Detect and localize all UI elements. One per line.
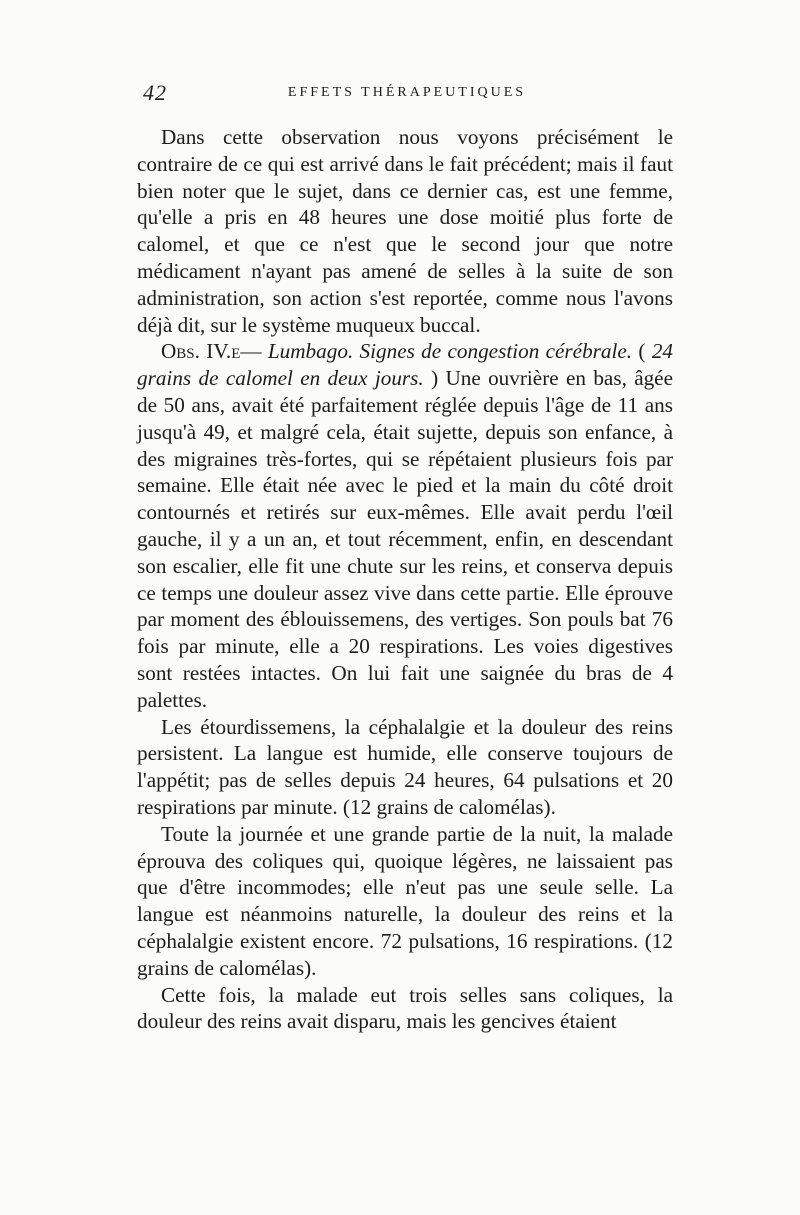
page-header: [143, 80, 671, 110]
paragraph-5: Cette fois, la malade eut trois selles sans coliques, la douleur des reins avait disparu, mais les gencives étaient: [137, 982, 673, 1034]
observation-dose-open: (: [632, 339, 652, 364]
paragraph-4: Toute la journée et une grande partie de la nuit, la malade éprouva des coliques qui, quoique légères, ne laissaient pas que d'être incommodes; elle n'eut pas une seule selle. La langue est néanmoins naturelle, la douleur des reins et la céphalalgie existent encore. 72 pulsations, 16 respirations. (12 grains de calomélas).: [137, 821, 673, 980]
paragraph-3: Les étourdissemens, la céphalalgie et la douleur des reins persistent. La langue est humide, elle conserve toujours de l'appétit; pas de selles depuis 24 heures, 64 pulsations et 20 respirations par minute. (12 grains de calomélas).: [137, 714, 673, 819]
body-text: [137, 124, 673, 1035]
observation-text: Une ouvrière en bas, âgée de 50 ans, avait été parfaitement réglée depuis l'âge de 11 ans jusqu'à 49, et malgré cela, était sujette, depuis son enfance, à des migraines très-fortes, qui se répétaient plusieurs fois par semaine. Elle était née avec le pied et la main du côté droit contournés et retirés sur eux-mêmes. Elle avait perdu l'œil gauche, il y a un an, et tout récemment, enfin, en descendant son escalier, elle fit une chute sur les reins, et conserva depuis ce temps une douleur assez vive dans cette partie. Elle éprouve par moment des éblouissemens, des vertiges. Son pouls bat 76 fois par minute, elle a 20 respirations. Les voies digestives sont restées intactes. On lui fait une saignée du bras de 4 palettes.: [137, 366, 673, 712]
page-number: 42: [143, 80, 167, 105]
running-head: EFFETS THÉRAPEUTIQUES: [287, 85, 527, 100]
paragraph-1: Dans cette observation nous voyons précisément le contraire de ce qui est arrivé dans le fait précédent; mais il faut bien noter que le sujet, dans ce dernier cas, est une femme, qu'elle a pris en 48 heures une dose moitié plus forte de calomel, et que ce n'est que le second jour que notre médicament n'ayant pas amené de selles à la suite de son administration, son action s'est reportée, comme nous l'avons déjà dit, sur le système muqueux buccal.: [137, 125, 673, 337]
paragraph-observation-4: [137, 338, 673, 713]
observation-title: Lumbago. Signes de congestion cérébrale.: [261, 339, 633, 364]
observation-label: Obs. IV.e—: [161, 339, 262, 364]
observation-dose: 24 grains de calomel en deux jours.: [137, 339, 673, 391]
observation-dose-close: ): [423, 366, 446, 391]
